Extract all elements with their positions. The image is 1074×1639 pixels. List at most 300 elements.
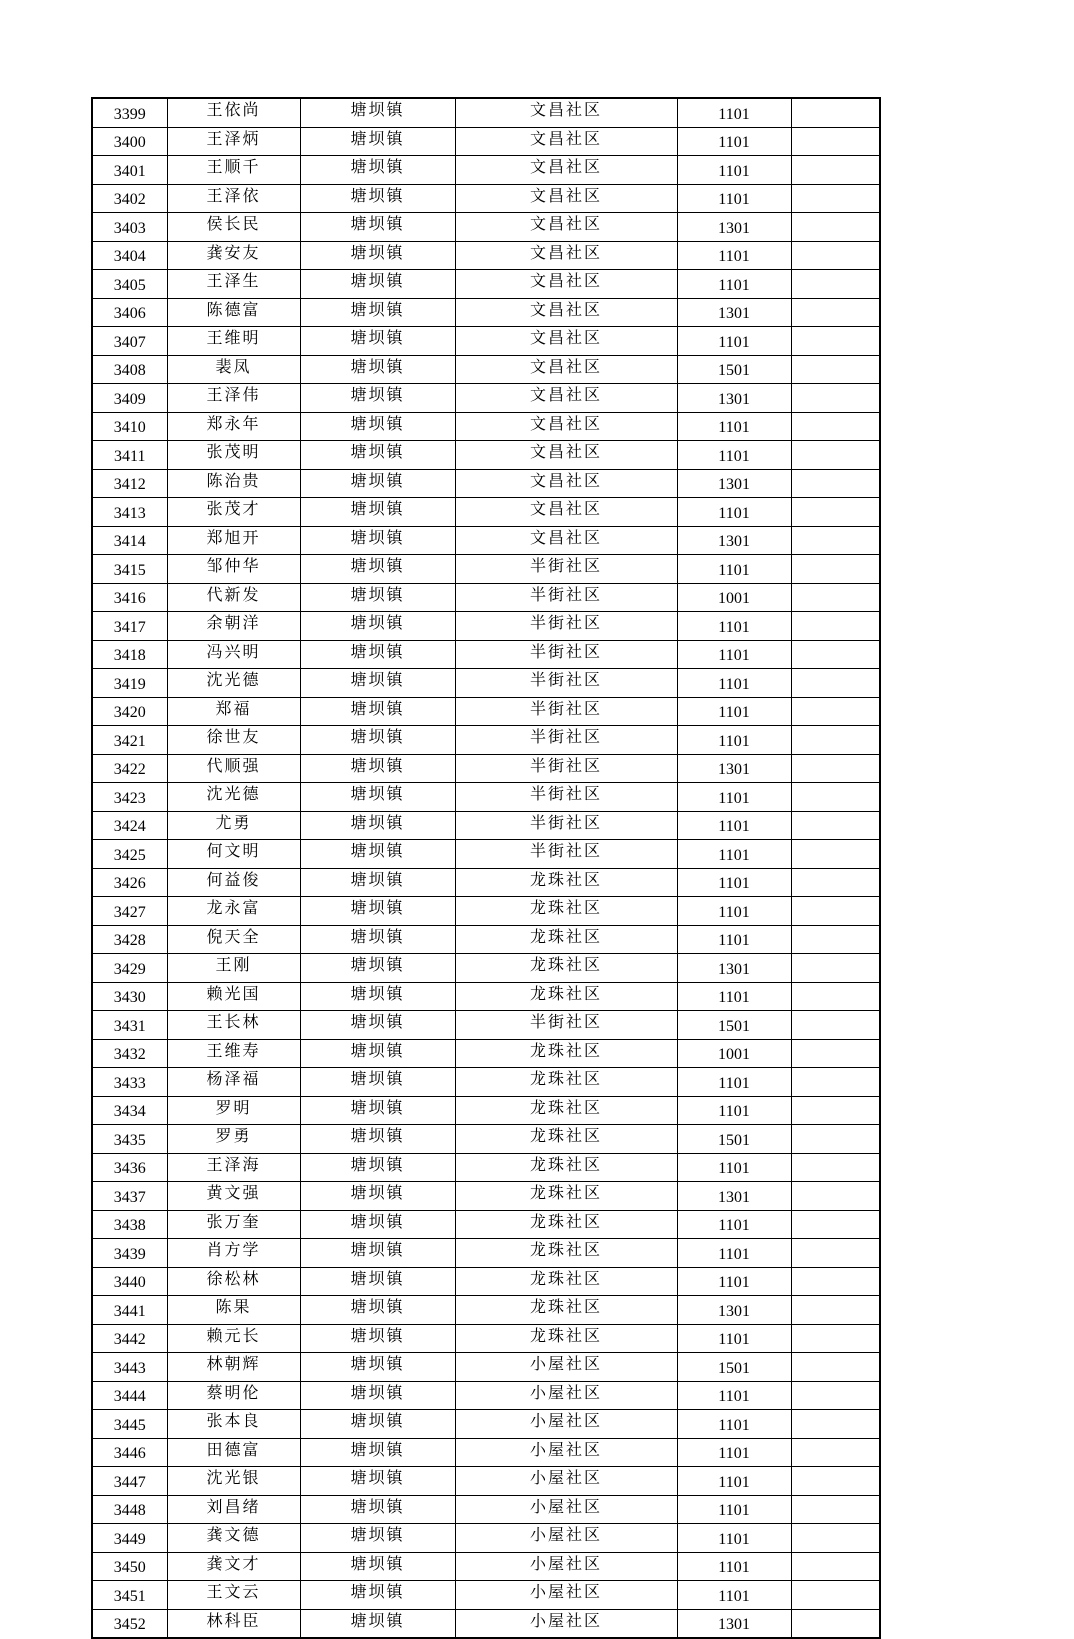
- code-cell: 1101: [677, 1552, 791, 1581]
- remark-cell: [791, 1011, 880, 1040]
- person-name-cell: 龚文德: [167, 1524, 300, 1553]
- community-cell: 龙珠社区: [455, 1125, 677, 1154]
- person-name-cell: 沈光银: [167, 1467, 300, 1496]
- remark-cell: [791, 555, 880, 584]
- table-row: [92, 1467, 880, 1496]
- code-cell: 1501: [677, 1125, 791, 1154]
- town-cell: 塘坝镇: [300, 1182, 455, 1211]
- register-table-body: [92, 98, 880, 1638]
- remark-cell: [791, 1296, 880, 1325]
- table-row: [92, 98, 880, 127]
- town-cell: 塘坝镇: [300, 1153, 455, 1182]
- code-cell: 1101: [677, 868, 791, 897]
- row-number-cell: 3406: [92, 298, 167, 327]
- person-name-cell: 王泽生: [167, 270, 300, 299]
- town-cell: 塘坝镇: [300, 783, 455, 812]
- code-cell: 1101: [677, 1153, 791, 1182]
- person-name-cell: 王文云: [167, 1581, 300, 1610]
- town-cell: 塘坝镇: [300, 498, 455, 527]
- code-cell: 1101: [677, 925, 791, 954]
- table-row: [92, 1495, 880, 1524]
- town-cell: 塘坝镇: [300, 555, 455, 584]
- row-number-cell: 3440: [92, 1267, 167, 1296]
- remark-cell: [791, 498, 880, 527]
- table-row: [92, 1353, 880, 1382]
- town-cell: 塘坝镇: [300, 1210, 455, 1239]
- community-cell: 文昌社区: [455, 241, 677, 270]
- person-name-cell: 何文明: [167, 840, 300, 869]
- code-cell: 1101: [677, 640, 791, 669]
- community-cell: 半街社区: [455, 840, 677, 869]
- row-number-cell: 3408: [92, 355, 167, 384]
- table-row: [92, 1096, 880, 1125]
- table-row: [92, 384, 880, 413]
- town-cell: 塘坝镇: [300, 1239, 455, 1268]
- table-row: [92, 640, 880, 669]
- remark-cell: [791, 1410, 880, 1439]
- town-cell: 塘坝镇: [300, 897, 455, 926]
- person-name-cell: 张本良: [167, 1410, 300, 1439]
- person-name-cell: 裴凤: [167, 355, 300, 384]
- community-cell: 龙珠社区: [455, 954, 677, 983]
- town-cell: 塘坝镇: [300, 1011, 455, 1040]
- community-cell: 小屋社区: [455, 1467, 677, 1496]
- row-number-cell: 3400: [92, 127, 167, 156]
- person-name-cell: 王刚: [167, 954, 300, 983]
- table-row: [92, 1552, 880, 1581]
- code-cell: 1101: [677, 1381, 791, 1410]
- code-cell: 1101: [677, 1495, 791, 1524]
- code-cell: 1301: [677, 1609, 791, 1638]
- person-name-cell: 侯长民: [167, 213, 300, 242]
- person-name-cell: 代顺强: [167, 754, 300, 783]
- table-row: [92, 1210, 880, 1239]
- table-row: [92, 1609, 880, 1638]
- code-cell: 1101: [677, 184, 791, 213]
- table-row: [92, 954, 880, 983]
- code-cell: 1101: [677, 897, 791, 926]
- row-number-cell: 3402: [92, 184, 167, 213]
- remark-cell: [791, 98, 880, 127]
- community-cell: 文昌社区: [455, 441, 677, 470]
- community-cell: 龙珠社区: [455, 1239, 677, 1268]
- table-row: [92, 555, 880, 584]
- row-number-cell: 3452: [92, 1609, 167, 1638]
- remark-cell: [791, 1381, 880, 1410]
- remark-cell: [791, 897, 880, 926]
- town-cell: 塘坝镇: [300, 156, 455, 185]
- table-row: [92, 868, 880, 897]
- remark-cell: [791, 1096, 880, 1125]
- community-cell: 半街社区: [455, 1011, 677, 1040]
- community-cell: 文昌社区: [455, 298, 677, 327]
- town-cell: 塘坝镇: [300, 384, 455, 413]
- remark-cell: [791, 754, 880, 783]
- code-cell: 1001: [677, 1039, 791, 1068]
- community-cell: 半街社区: [455, 726, 677, 755]
- row-number-cell: 3444: [92, 1381, 167, 1410]
- town-cell: 塘坝镇: [300, 1467, 455, 1496]
- row-number-cell: 3417: [92, 612, 167, 641]
- remark-cell: [791, 868, 880, 897]
- code-cell: 1101: [677, 697, 791, 726]
- table-row: [92, 1267, 880, 1296]
- row-number-cell: 3418: [92, 640, 167, 669]
- remark-cell: [791, 1267, 880, 1296]
- row-number-cell: 3433: [92, 1068, 167, 1097]
- remark-cell: [791, 355, 880, 384]
- remark-cell: [791, 925, 880, 954]
- table-row: [92, 726, 880, 755]
- code-cell: 1101: [677, 840, 791, 869]
- town-cell: 塘坝镇: [300, 925, 455, 954]
- row-number-cell: 3441: [92, 1296, 167, 1325]
- community-cell: 小屋社区: [455, 1353, 677, 1382]
- person-name-cell: 赖光国: [167, 982, 300, 1011]
- town-cell: 塘坝镇: [300, 1581, 455, 1610]
- table-row: [92, 327, 880, 356]
- community-cell: 龙珠社区: [455, 1267, 677, 1296]
- remark-cell: [791, 1153, 880, 1182]
- town-cell: 塘坝镇: [300, 1324, 455, 1353]
- table-row: [92, 811, 880, 840]
- row-number-cell: 3425: [92, 840, 167, 869]
- remark-cell: [791, 1182, 880, 1211]
- person-name-cell: 王顺千: [167, 156, 300, 185]
- code-cell: 1101: [677, 498, 791, 527]
- community-cell: 龙珠社区: [455, 925, 677, 954]
- person-name-cell: 冯兴明: [167, 640, 300, 669]
- table-row: [92, 526, 880, 555]
- person-name-cell: 张茂明: [167, 441, 300, 470]
- person-name-cell: 龚文才: [167, 1552, 300, 1581]
- table-row: [92, 1324, 880, 1353]
- community-cell: 龙珠社区: [455, 1068, 677, 1097]
- remark-cell: [791, 1581, 880, 1610]
- remark-cell: [791, 213, 880, 242]
- table-row: [92, 1011, 880, 1040]
- row-number-cell: 3426: [92, 868, 167, 897]
- row-number-cell: 3451: [92, 1581, 167, 1610]
- row-number-cell: 3450: [92, 1552, 167, 1581]
- row-number-cell: 3442: [92, 1324, 167, 1353]
- row-number-cell: 3432: [92, 1039, 167, 1068]
- table-row: [92, 1438, 880, 1467]
- row-number-cell: 3399: [92, 98, 167, 127]
- code-cell: 1101: [677, 726, 791, 755]
- community-cell: 半街社区: [455, 555, 677, 584]
- table-row: [92, 1410, 880, 1439]
- code-cell: 1301: [677, 1182, 791, 1211]
- code-cell: 1101: [677, 98, 791, 127]
- person-name-cell: 郑旭开: [167, 526, 300, 555]
- code-cell: 1101: [677, 156, 791, 185]
- remark-cell: [791, 412, 880, 441]
- community-cell: 半街社区: [455, 811, 677, 840]
- remark-cell: [791, 184, 880, 213]
- town-cell: 塘坝镇: [300, 241, 455, 270]
- code-cell: 1101: [677, 441, 791, 470]
- town-cell: 塘坝镇: [300, 1609, 455, 1638]
- remark-cell: [791, 612, 880, 641]
- person-name-cell: 倪天全: [167, 925, 300, 954]
- person-name-cell: 林科臣: [167, 1609, 300, 1638]
- town-cell: 塘坝镇: [300, 640, 455, 669]
- community-cell: 文昌社区: [455, 184, 677, 213]
- town-cell: 塘坝镇: [300, 868, 455, 897]
- community-cell: 文昌社区: [455, 384, 677, 413]
- remark-cell: [791, 583, 880, 612]
- person-name-cell: 代新发: [167, 583, 300, 612]
- row-number-cell: 3413: [92, 498, 167, 527]
- town-cell: 塘坝镇: [300, 526, 455, 555]
- row-number-cell: 3435: [92, 1125, 167, 1154]
- row-number-cell: 3434: [92, 1096, 167, 1125]
- remark-cell: [791, 298, 880, 327]
- person-name-cell: 尤勇: [167, 811, 300, 840]
- town-cell: 塘坝镇: [300, 1039, 455, 1068]
- town-cell: 塘坝镇: [300, 1495, 455, 1524]
- row-number-cell: 3429: [92, 954, 167, 983]
- code-cell: 1101: [677, 1524, 791, 1553]
- code-cell: 1301: [677, 1296, 791, 1325]
- code-cell: 1301: [677, 526, 791, 555]
- table-row: [92, 697, 880, 726]
- town-cell: 塘坝镇: [300, 270, 455, 299]
- code-cell: 1101: [677, 270, 791, 299]
- code-cell: 1101: [677, 412, 791, 441]
- person-name-cell: 王泽海: [167, 1153, 300, 1182]
- table-row: [92, 783, 880, 812]
- row-number-cell: 3411: [92, 441, 167, 470]
- remark-cell: [791, 1125, 880, 1154]
- community-cell: 文昌社区: [455, 526, 677, 555]
- person-name-cell: 沈光德: [167, 669, 300, 698]
- row-number-cell: 3421: [92, 726, 167, 755]
- remark-cell: [791, 1495, 880, 1524]
- community-cell: 龙珠社区: [455, 1096, 677, 1125]
- community-cell: 文昌社区: [455, 469, 677, 498]
- community-cell: 龙珠社区: [455, 1153, 677, 1182]
- code-cell: 1101: [677, 612, 791, 641]
- town-cell: 塘坝镇: [300, 1068, 455, 1097]
- row-number-cell: 3401: [92, 156, 167, 185]
- community-cell: 龙珠社区: [455, 1296, 677, 1325]
- table-row: [92, 1039, 880, 1068]
- code-cell: 1101: [677, 1267, 791, 1296]
- town-cell: 塘坝镇: [300, 355, 455, 384]
- code-cell: 1101: [677, 1239, 791, 1268]
- table-row: [92, 270, 880, 299]
- person-name-cell: 沈光德: [167, 783, 300, 812]
- row-number-cell: 3407: [92, 327, 167, 356]
- person-name-cell: 何益俊: [167, 868, 300, 897]
- community-cell: 半街社区: [455, 583, 677, 612]
- table-row: [92, 1068, 880, 1097]
- person-name-cell: 王泽伟: [167, 384, 300, 413]
- person-name-cell: 王长林: [167, 1011, 300, 1040]
- person-name-cell: 刘昌绪: [167, 1495, 300, 1524]
- community-cell: 文昌社区: [455, 98, 677, 127]
- community-cell: 小屋社区: [455, 1410, 677, 1439]
- code-cell: 1301: [677, 298, 791, 327]
- person-name-cell: 余朝洋: [167, 612, 300, 641]
- row-number-cell: 3419: [92, 669, 167, 698]
- table-row: [92, 583, 880, 612]
- row-number-cell: 3416: [92, 583, 167, 612]
- remark-cell: [791, 840, 880, 869]
- person-name-cell: 王维寿: [167, 1039, 300, 1068]
- row-number-cell: 3437: [92, 1182, 167, 1211]
- code-cell: 1101: [677, 1410, 791, 1439]
- row-number-cell: 3405: [92, 270, 167, 299]
- row-number-cell: 3448: [92, 1495, 167, 1524]
- code-cell: 1101: [677, 555, 791, 584]
- register-table: [91, 97, 881, 1639]
- remark-cell: [791, 697, 880, 726]
- row-number-cell: 3424: [92, 811, 167, 840]
- town-cell: 塘坝镇: [300, 327, 455, 356]
- table-row: [92, 298, 880, 327]
- town-cell: 塘坝镇: [300, 1125, 455, 1154]
- remark-cell: [791, 1039, 880, 1068]
- person-name-cell: 张茂才: [167, 498, 300, 527]
- table-row: [92, 127, 880, 156]
- table-row: [92, 1239, 880, 1268]
- town-cell: 塘坝镇: [300, 441, 455, 470]
- table-row: [92, 156, 880, 185]
- town-cell: 塘坝镇: [300, 127, 455, 156]
- code-cell: 1301: [677, 754, 791, 783]
- table-row: [92, 1381, 880, 1410]
- town-cell: 塘坝镇: [300, 298, 455, 327]
- town-cell: 塘坝镇: [300, 1096, 455, 1125]
- town-cell: 塘坝镇: [300, 1296, 455, 1325]
- community-cell: 文昌社区: [455, 270, 677, 299]
- code-cell: 1301: [677, 954, 791, 983]
- town-cell: 塘坝镇: [300, 184, 455, 213]
- row-number-cell: 3409: [92, 384, 167, 413]
- person-name-cell: 徐松林: [167, 1267, 300, 1296]
- remark-cell: [791, 327, 880, 356]
- remark-cell: [791, 726, 880, 755]
- community-cell: 龙珠社区: [455, 897, 677, 926]
- row-number-cell: 3412: [92, 469, 167, 498]
- code-cell: 1101: [677, 127, 791, 156]
- person-name-cell: 龚安友: [167, 241, 300, 270]
- row-number-cell: 3446: [92, 1438, 167, 1467]
- person-name-cell: 王泽依: [167, 184, 300, 213]
- table-row: [92, 1581, 880, 1610]
- remark-cell: [791, 441, 880, 470]
- remark-cell: [791, 640, 880, 669]
- row-number-cell: 3445: [92, 1410, 167, 1439]
- code-cell: 1101: [677, 241, 791, 270]
- remark-cell: [791, 982, 880, 1011]
- community-cell: 文昌社区: [455, 355, 677, 384]
- community-cell: 文昌社区: [455, 498, 677, 527]
- person-name-cell: 陈果: [167, 1296, 300, 1325]
- person-name-cell: 郑福: [167, 697, 300, 726]
- town-cell: 塘坝镇: [300, 469, 455, 498]
- table-row: [92, 441, 880, 470]
- remark-cell: [791, 1353, 880, 1382]
- code-cell: 1101: [677, 1581, 791, 1610]
- remark-cell: [791, 1438, 880, 1467]
- code-cell: 1101: [677, 1068, 791, 1097]
- table-row: [92, 1524, 880, 1553]
- person-name-cell: 张万奎: [167, 1210, 300, 1239]
- town-cell: 塘坝镇: [300, 840, 455, 869]
- row-number-cell: 3422: [92, 754, 167, 783]
- table-row: [92, 1182, 880, 1211]
- person-name-cell: 林朝辉: [167, 1353, 300, 1382]
- row-number-cell: 3431: [92, 1011, 167, 1040]
- table-row: [92, 241, 880, 270]
- row-number-cell: 3414: [92, 526, 167, 555]
- town-cell: 塘坝镇: [300, 669, 455, 698]
- code-cell: 1301: [677, 469, 791, 498]
- remark-cell: [791, 526, 880, 555]
- remark-cell: [791, 1210, 880, 1239]
- row-number-cell: 3443: [92, 1353, 167, 1382]
- community-cell: 半街社区: [455, 640, 677, 669]
- person-name-cell: 肖方学: [167, 1239, 300, 1268]
- town-cell: 塘坝镇: [300, 1438, 455, 1467]
- community-cell: 小屋社区: [455, 1609, 677, 1638]
- community-cell: 小屋社区: [455, 1495, 677, 1524]
- community-cell: 文昌社区: [455, 412, 677, 441]
- town-cell: 塘坝镇: [300, 612, 455, 641]
- code-cell: 1501: [677, 355, 791, 384]
- row-number-cell: 3438: [92, 1210, 167, 1239]
- town-cell: 塘坝镇: [300, 98, 455, 127]
- row-number-cell: 3423: [92, 783, 167, 812]
- town-cell: 塘坝镇: [300, 954, 455, 983]
- code-cell: 1101: [677, 1324, 791, 1353]
- community-cell: 小屋社区: [455, 1581, 677, 1610]
- code-cell: 1501: [677, 1011, 791, 1040]
- table-row: [92, 1153, 880, 1182]
- table-row: [92, 754, 880, 783]
- remark-cell: [791, 469, 880, 498]
- table-row: [92, 982, 880, 1011]
- community-cell: 文昌社区: [455, 213, 677, 242]
- town-cell: 塘坝镇: [300, 583, 455, 612]
- table-row: [92, 925, 880, 954]
- person-name-cell: 田德富: [167, 1438, 300, 1467]
- person-name-cell: 王泽炳: [167, 127, 300, 156]
- remark-cell: [791, 1239, 880, 1268]
- town-cell: 塘坝镇: [300, 213, 455, 242]
- code-cell: 1101: [677, 811, 791, 840]
- code-cell: 1101: [677, 982, 791, 1011]
- row-number-cell: 3403: [92, 213, 167, 242]
- table-row: [92, 213, 880, 242]
- remark-cell: [791, 1552, 880, 1581]
- row-number-cell: 3449: [92, 1524, 167, 1553]
- table-row: [92, 1125, 880, 1154]
- code-cell: 1001: [677, 583, 791, 612]
- code-cell: 1101: [677, 669, 791, 698]
- person-name-cell: 徐世友: [167, 726, 300, 755]
- community-cell: 龙珠社区: [455, 1210, 677, 1239]
- row-number-cell: 3427: [92, 897, 167, 926]
- code-cell: 1101: [677, 1096, 791, 1125]
- town-cell: 塘坝镇: [300, 1267, 455, 1296]
- town-cell: 塘坝镇: [300, 1410, 455, 1439]
- table-row: [92, 469, 880, 498]
